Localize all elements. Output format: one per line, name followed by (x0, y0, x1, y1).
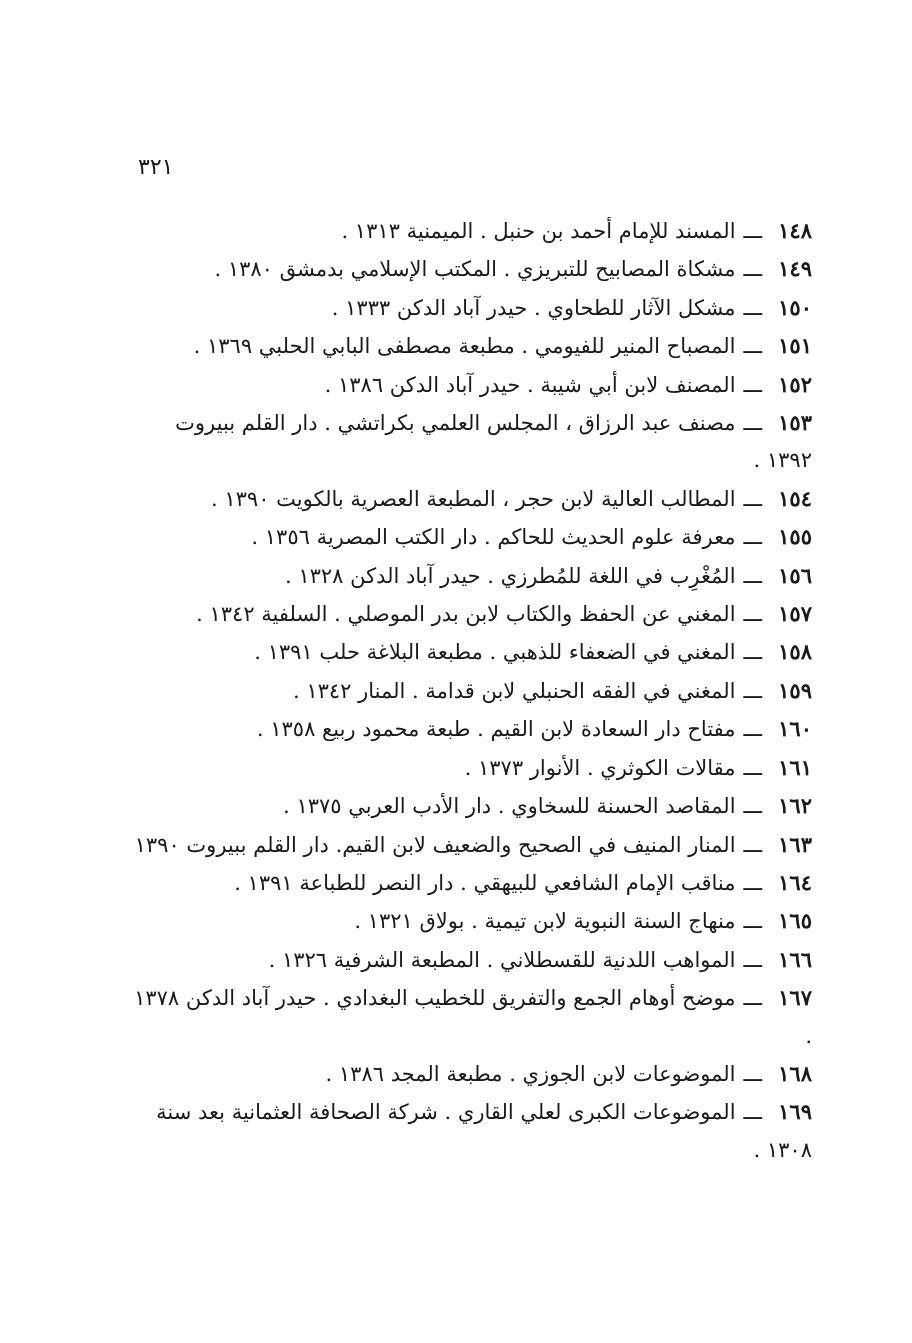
entry-dash: ـــ (743, 986, 762, 1011)
entry-dash: ـــ (743, 678, 762, 703)
entry-text: المصباح المنير للفيومي . مطبعة مصطفى البابي الحلبي ١٣٦٩ . (193, 334, 736, 359)
entry-dash: ـــ (743, 334, 762, 359)
entry-number: ١٥٨ (778, 639, 812, 665)
entry-text: المقاصد الحسنة للسخاوي . دار الأدب العربي ١٣٧٥ . (283, 794, 736, 819)
entry-dash: ـــ (743, 411, 762, 436)
entry-number: ١٦٢ (778, 793, 812, 819)
bibliography-entry (132, 480, 812, 518)
entry-dash: ـــ (743, 794, 762, 819)
bibliography-entry (132, 1055, 812, 1093)
entry-number: ١٤٩ (778, 256, 812, 282)
entry-number: ١٦١ (778, 754, 812, 780)
entry-dash: ـــ (743, 257, 762, 282)
entry-number: ١٥٢ (778, 371, 812, 397)
entry-number: ١٥٤ (778, 485, 812, 511)
entry-dash: ـــ (743, 909, 762, 934)
entry-dash: ـــ (743, 717, 762, 742)
entry-dash: ـــ (743, 1061, 762, 1086)
entry-number: ١٥٩ (778, 677, 812, 703)
entry-text: المسند للإمام أحمد بن حنبل . الميمنية ١٣١٣ . (341, 219, 736, 243)
entry-number: ١٦٩ (778, 1099, 812, 1125)
bibliography-entry (132, 633, 812, 671)
bibliography-entry (132, 1093, 812, 1169)
entry-text: المُغْرِب في اللغة للمُطرزي . حيدر آباد الدكن ١٣٢٨ . (284, 563, 736, 588)
entry-text: مصنف عبد الرزاق ، المجلس العلمي بكراتشي . دار القلم ببيروت ١٣٩٢ . (175, 411, 812, 473)
bibliography-entry (132, 595, 812, 633)
bibliography-entry (132, 941, 812, 979)
entry-text: المنار المنيف في الصحيح والضعيف لابن القيم. دار القلم ببيروت ١٣٩٠ (134, 832, 736, 857)
bibliography-entry (132, 250, 812, 288)
entry-text: موضح أوهام الجمع والتفريق للخطيب البغدادي . حيدر آباد الدكن ١٣٧٨ . (134, 986, 812, 1048)
page-number: ٣٢١ (138, 155, 174, 180)
bibliography-entry (132, 826, 812, 864)
entry-text: المغني عن الحفظ والكتاب لابن بدر الموصلي . السلفية ١٣٤٢ . (196, 602, 736, 627)
entry-number: ١٥٠ (778, 294, 812, 320)
bibliography-entry (132, 749, 812, 787)
bibliography-entry (132, 672, 812, 710)
entry-text: مشكاة المصابيح للتبريزي . المكتب الإسلامي بدمشق ١٣٨٠ . (214, 257, 736, 282)
entry-number: ١٦٨ (778, 1060, 812, 1086)
entry-dash: ـــ (743, 219, 762, 243)
entry-number: ١٦٠ (778, 716, 812, 742)
entry-text: مفتاح دار السعادة لابن القيم . طبعة محمود ربيع ١٣٥٨ . (256, 717, 736, 742)
bibliography-entry (132, 979, 812, 1055)
entry-text: المصنف لابن أبي شيبة . حيدر آباد الدكن ١٣٨٦ . (324, 372, 736, 397)
entry-number: ١٦٤ (778, 869, 812, 895)
bibliography-entry (132, 557, 812, 595)
entry-number: ١٥١ (778, 333, 812, 359)
bibliography-entry (132, 212, 812, 250)
entry-dash: ـــ (743, 525, 762, 550)
entry-number: ١٦٣ (778, 831, 812, 857)
entry-number: ١٦٦ (778, 946, 812, 972)
entry-dash: ـــ (743, 832, 762, 857)
bibliography-entry (132, 787, 812, 825)
bibliography-list (132, 212, 812, 1169)
entry-dash: ـــ (743, 372, 762, 397)
entry-text: المواهب اللدنية للقسطلاني . المطبعة الشرفية ١٣٢٦ . (268, 947, 736, 972)
entry-dash: ـــ (743, 563, 762, 588)
entry-text: المغني في الضعفاء للذهبي . مطبعة البلاغة حلب ١٣٩١ . (254, 640, 736, 665)
entry-dash: ـــ (743, 947, 762, 972)
entry-dash: ـــ (743, 870, 762, 895)
entry-text: الموضوعات الكبرى لعلي القاري . شركة الصحافة العثمانية بعد سنة ١٣٠٨ . (156, 1100, 812, 1162)
entry-number: ١٥٥ (778, 524, 812, 550)
entry-dash: ـــ (743, 295, 762, 320)
entry-number: ١٥٦ (778, 562, 812, 588)
entry-text: الموضوعات لابن الجوزي . مطبعة المجد ١٣٨٦ . (325, 1061, 736, 1086)
bibliography-entry (132, 327, 812, 365)
entry-text: معرفة علوم الحديث للحاكم . دار الكتب المصرية ١٣٥٦ . (251, 525, 736, 550)
entry-number: ١٦٥ (778, 908, 812, 934)
bibliography-entry (132, 902, 812, 940)
entry-number: ١٥٧ (778, 601, 812, 627)
entry-dash: ـــ (743, 640, 762, 665)
bibliography-entry (132, 289, 812, 327)
bibliography-entry (132, 366, 812, 404)
entry-dash: ـــ (743, 755, 762, 780)
entry-text: المطالب العالية لابن حجر ، المطبعة العصرية بالكويت ١٣٩٠ . (211, 486, 736, 511)
entry-text: المغني في الفقه الحنبلي لابن قدامة . المنار ١٣٤٢ . (292, 678, 736, 703)
entry-number: ١٥٣ (778, 410, 812, 436)
entry-text: منهاج السنة النبوية لابن تيمية . بولاق ١٣٢١ . (354, 909, 736, 934)
entry-number: ١٦٧ (778, 985, 812, 1011)
entry-text: مشكل الآثار للطحاوي . حيدر آباد الدكن ١٣٣٣ . (331, 295, 736, 320)
entry-dash: ـــ (743, 1100, 762, 1125)
entry-text: مقالات الكوثري . الأنوار ١٣٧٣ . (464, 755, 736, 780)
bibliography-entry (132, 864, 812, 902)
entry-text: مناقب الإمام الشافعي للبيهقي . دار النصر للطباعة ١٣٩١ . (234, 870, 736, 895)
bibliography-entry (132, 404, 812, 480)
entry-dash: ـــ (743, 602, 762, 627)
bibliography-entry (132, 710, 812, 748)
entry-number: ١٤٨ (778, 218, 812, 243)
entry-dash: ـــ (743, 486, 762, 511)
bibliography-entry (132, 518, 812, 556)
